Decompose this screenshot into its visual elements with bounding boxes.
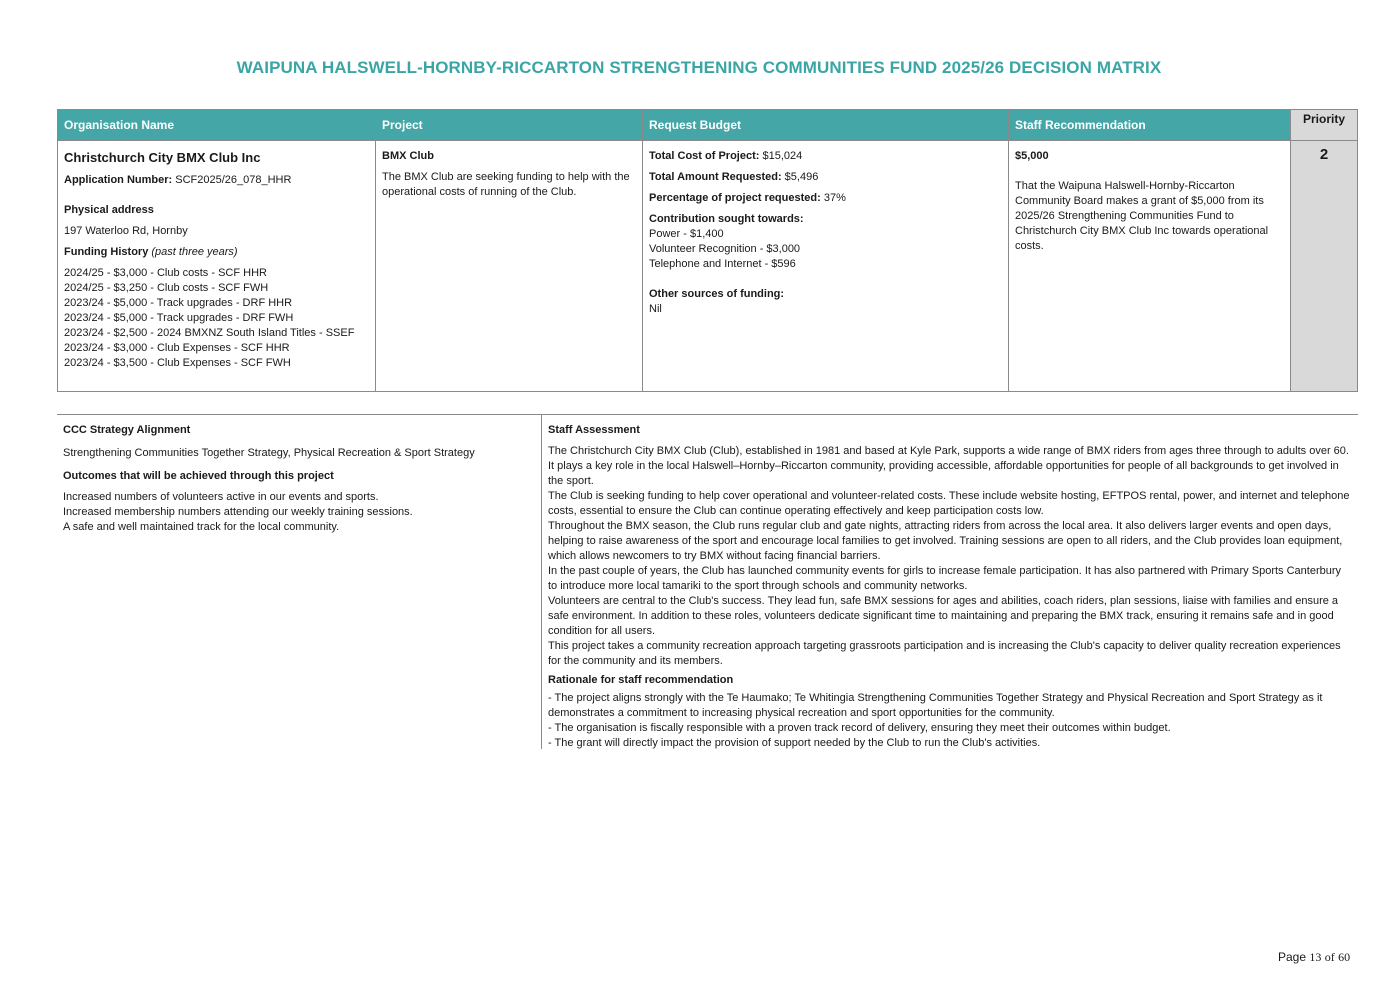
- funding-history-item: 2023/24 - $5,000 - Track upgrades - DRF FWH: [64, 312, 294, 324]
- assessment-paragraph: In the past couple of years, the Club has launched community events for girls to increase female participation. It has also partnered with Primary Sports Canterbury to introduce more local tamariki to the sport through schools and community networks.: [548, 565, 1342, 592]
- outcome-item: Increased numbers of volunteers active in our events and sports.: [63, 491, 379, 503]
- funding-history-list: [64, 266, 369, 371]
- contribution-item: Telephone and Internet - $596: [649, 258, 796, 270]
- other-sources-value: Nil: [649, 303, 662, 315]
- assessment-label: Staff Assessment: [548, 424, 640, 436]
- amount-requested-row: [649, 170, 1002, 185]
- rationale-item: - The organisation is fiscally responsible with a proven track record of delivery, ensuring they meet their outcomes within budget.: [548, 722, 1171, 734]
- organisation-name: Christchurch City BMX Club Inc: [64, 150, 261, 165]
- funding-history-heading: [64, 245, 369, 260]
- recommendation-header: Staff Recommendation: [1009, 110, 1290, 141]
- rationale-list: [548, 691, 1352, 751]
- strategy-section: [63, 423, 533, 535]
- assessment-paragraph: The Christchurch City BMX Club (Club), established in 1981 and based at Kyle Park, supports a wide range of BMX riders from ages three through to adults over 60. It plays a key role in the local Halswell–Hornby–Riccarton community, providing accessible, affordable opportunities for people of all backgrounds to get involved in the sport.: [548, 445, 1349, 487]
- project-column: [376, 110, 643, 391]
- rationale-item: - The grant will directly impact the provision of support needed by the Club to run the Club's activities.: [548, 737, 1041, 749]
- funding-history-item: 2024/25 - $3,000 - Club costs - SCF HHR: [64, 267, 267, 279]
- funding-history-label: Funding History: [64, 246, 149, 258]
- percentage-row: [649, 191, 1002, 206]
- priority-value: 2: [1319, 146, 1329, 163]
- column-divider: [541, 414, 542, 749]
- application-number: SCF2025/26_078_HHR: [175, 174, 292, 186]
- rationale-item: - The project aligns strongly with the Te Haumako; Te Whitingia Strengthening Communities Together Strategy and Physical Recreation and Sport Strategy as it demonstrates a commitment to increasing physical recreation and sport opportunities for the community.: [548, 692, 1323, 719]
- total-cost-label: Total Cost of Project:: [649, 150, 760, 162]
- funding-history-item: 2024/25 - $3,250 - Club costs - SCF FWH: [64, 282, 269, 294]
- assessment-paragraph: Volunteers are central to the Club's success. They lead fun, safe BMX sessions for ages and abilities, coach riders, plan sessions, liaise with families and ensure a safe environment. In addition to these roles, volunteers dedicate significant time to maintaining and preparing the BMX track, ensuring it remains safe and in good condition for all users.: [548, 595, 1339, 637]
- other-sources-label: Other sources of funding:: [649, 288, 785, 300]
- contribution-item: Volunteer Recognition - $3,000: [649, 243, 801, 255]
- funding-history-item: 2023/24 - $5,000 - Track upgrades - DRF HHR: [64, 297, 293, 309]
- outcome-item: Increased membership numbers attending our weekly training sessions.: [63, 506, 413, 518]
- project-description: The BMX Club are seeking funding to help with the operational costs of running of the Club.: [382, 171, 630, 198]
- organisation-header: Organisation Name: [58, 110, 375, 141]
- contribution-item: Power - $1,400: [649, 228, 724, 240]
- project-header: Project: [376, 110, 642, 141]
- percentage-label: Percentage of project requested:: [649, 192, 821, 204]
- application-number-row: [64, 173, 369, 188]
- page-label: Page: [1278, 950, 1307, 964]
- amount-requested-label: Total Amount Requested:: [649, 171, 782, 183]
- strategy-label: CCC Strategy Alignment: [63, 424, 191, 436]
- organisation-column: [58, 110, 376, 391]
- recommendation-column: [1009, 110, 1291, 391]
- priority-header: Priority: [1291, 110, 1357, 141]
- funding-history-item: 2023/24 - $2,500 - 2024 BMXNZ South Island Titles - SSEF: [64, 327, 355, 339]
- application-number-label: Application Number:: [64, 174, 173, 186]
- budget-column: [643, 110, 1009, 391]
- percentage-value: 37%: [823, 192, 846, 204]
- staff-assessment-section: [548, 423, 1352, 751]
- funding-history-note: (past three years): [151, 246, 238, 258]
- page-title: WAIPUNA HALSWELL-HORNBY-RICCARTON STRENGTHENING COMMUNITIES FUND 2025/26 DECISION MATRIX: [236, 58, 1162, 77]
- priority-column: [1291, 110, 1357, 391]
- recommended-amount: $5,000: [1015, 150, 1049, 162]
- page-total: 60: [1338, 950, 1351, 964]
- physical-address-label: Physical address: [64, 204, 154, 216]
- rationale-label: Rationale for staff recommendation: [548, 674, 734, 686]
- assessment-paragraph: This project takes a community recreation approach targeting grassroots participation and is increasing the Club's capacity to deliver quality recreation experiences for the community and its members.: [548, 640, 1341, 667]
- amount-requested-value: $5,496: [784, 171, 819, 183]
- strategy-text: Strengthening Communities Together Strategy, Physical Recreation & Sport Strategy: [63, 447, 475, 459]
- outcomes-label: Outcomes that will be achieved through this project: [63, 470, 334, 482]
- funding-history-item: 2023/24 - $3,500 - Club Expenses - SCF FWH: [64, 357, 291, 369]
- outcomes-list: [63, 490, 533, 535]
- budget-header: Request Budget: [643, 110, 1008, 141]
- outcome-item: A safe and well maintained track for the local community.: [63, 521, 340, 533]
- assessment-body: [548, 444, 1352, 669]
- physical-address: 197 Waterloo Rd, Hornby: [64, 225, 188, 237]
- contribution-label: Contribution sought towards:: [649, 213, 804, 225]
- assessment-paragraph: The Club is seeking funding to help cover operational and volunteer-related costs. These include website hosting, EFTPOS rental, power, and internet and telephone costs, essential to ensure the Club can continue operating effectively and keep participation costs low.: [548, 490, 1350, 517]
- page-current: 13: [1309, 950, 1322, 964]
- page-of-label: of: [1324, 950, 1335, 964]
- decision-matrix-table: [57, 109, 1358, 392]
- assessment-paragraph: Throughout the BMX season, the Club runs regular club and gate nights, attracting riders from across the local area. It also delivers larger events and open days, helping to raise awareness of the sport and encourage local families to get involved. Training sessions are open to all riders, and the Club provides loan equipment, which allows newcomers to try BMX without facing financial barriers.: [548, 520, 1343, 562]
- section-divider: [57, 414, 1358, 415]
- page-number: [1278, 950, 1350, 965]
- recommendation-text: That the Waipuna Halswell-Hornby-Riccarton Community Board makes a grant of $5,000 from its 2025/26 Strengthening Communities Fund to Christchurch City BMX Club Inc towards operational costs.: [1015, 180, 1269, 252]
- project-name: BMX Club: [382, 150, 434, 162]
- total-cost-value: $15,024: [762, 150, 803, 162]
- total-cost-row: [649, 149, 1002, 164]
- funding-history-item: 2023/24 - $3,000 - Club Expenses - SCF HHR: [64, 342, 290, 354]
